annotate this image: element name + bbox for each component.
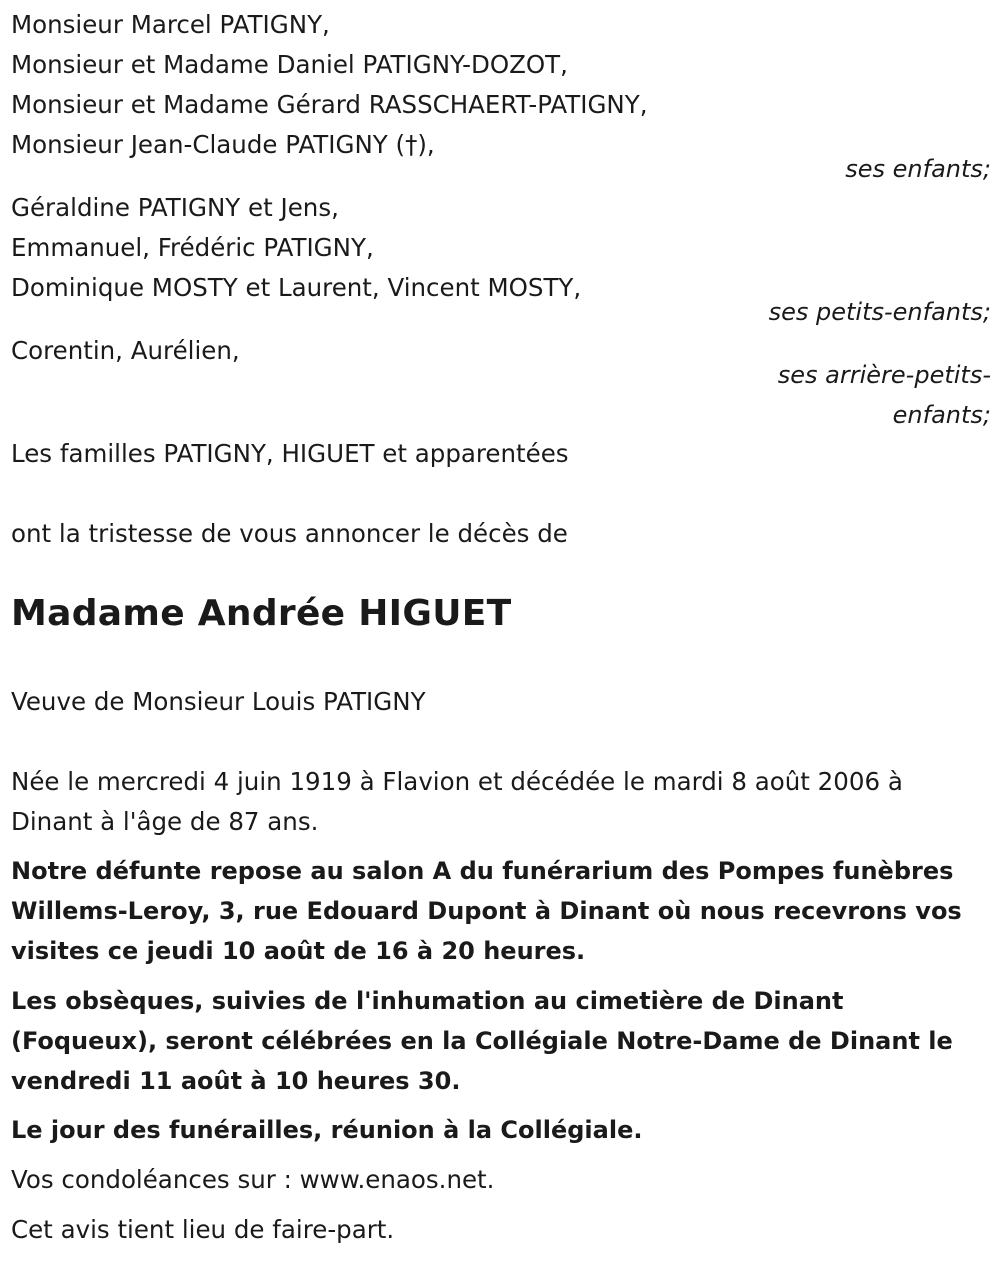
obituary-notice [11,0,991,1265]
great-grandchildren-role-label-continued: enfants; [892,401,991,429]
grandchild-line: Dominique MOSTY et Laurent, Vincent MOSTY, [11,273,582,302]
grandchildren-role-label: ses petits-enfants; [768,298,991,326]
grandchild-line: Géraldine PATIGNY et Jens, [11,193,339,222]
widow-of-line: Veuve de Monsieur Louis PATIGNY [11,687,426,716]
child-line: Monsieur Jean-Claude PATIGNY (†), [11,130,435,159]
visitation-paragraph: Notre défunte repose au salon A du funérarium des Pompes funèbres Willems-Leroy, 3, rue Edouard Dupont à Dinant où nous recevrons vos visites ce jeudi 10 août de 16 à 20 heures. [11,857,962,965]
child-line: Monsieur Marcel PATIGNY, [11,10,330,39]
children-role-label: ses enfants; [845,155,991,183]
deceased-name: Madame Andrée HIGUET [11,593,512,634]
child-line: Monsieur et Madame Daniel PATIGNY-DOZOT, [11,50,568,79]
funeral-paragraph: Les obsèques, suivies de l'inhumation au cimetière de Dinant (Foqueux), seront célébrées en la Collégiale Notre-Dame de Dinant le vendredi 11 août à 10 heures 30. [11,987,953,1095]
great-grandchildren-role-label: ses arrière-petits- [777,361,991,389]
condolences-line: Vos condoléances sur : www.enaos.net. [11,1165,495,1194]
grandchild-line: Emmanuel, Frédéric PATIGNY, [11,233,374,262]
meeting-paragraph: Le jour des funérailles, réunion à la Collégiale. [11,1116,643,1144]
birth-death-paragraph: Née le mercredi 4 juin 1919 à Flavion et décédée le mardi 8 août 2006 à Dinant à l'âge de 87 ans. [11,767,903,836]
great-grandchild-line: Corentin, Aurélien, [11,336,240,365]
families-line: Les familles PATIGNY, HIGUET et apparentées [11,439,569,468]
notice-line: Cet avis tient lieu de faire-part. [11,1215,395,1244]
child-line: Monsieur et Madame Gérard RASSCHAERT-PATIGNY, [11,90,648,119]
announcement-line: ont la tristesse de vous annoncer le décès de [11,519,568,548]
